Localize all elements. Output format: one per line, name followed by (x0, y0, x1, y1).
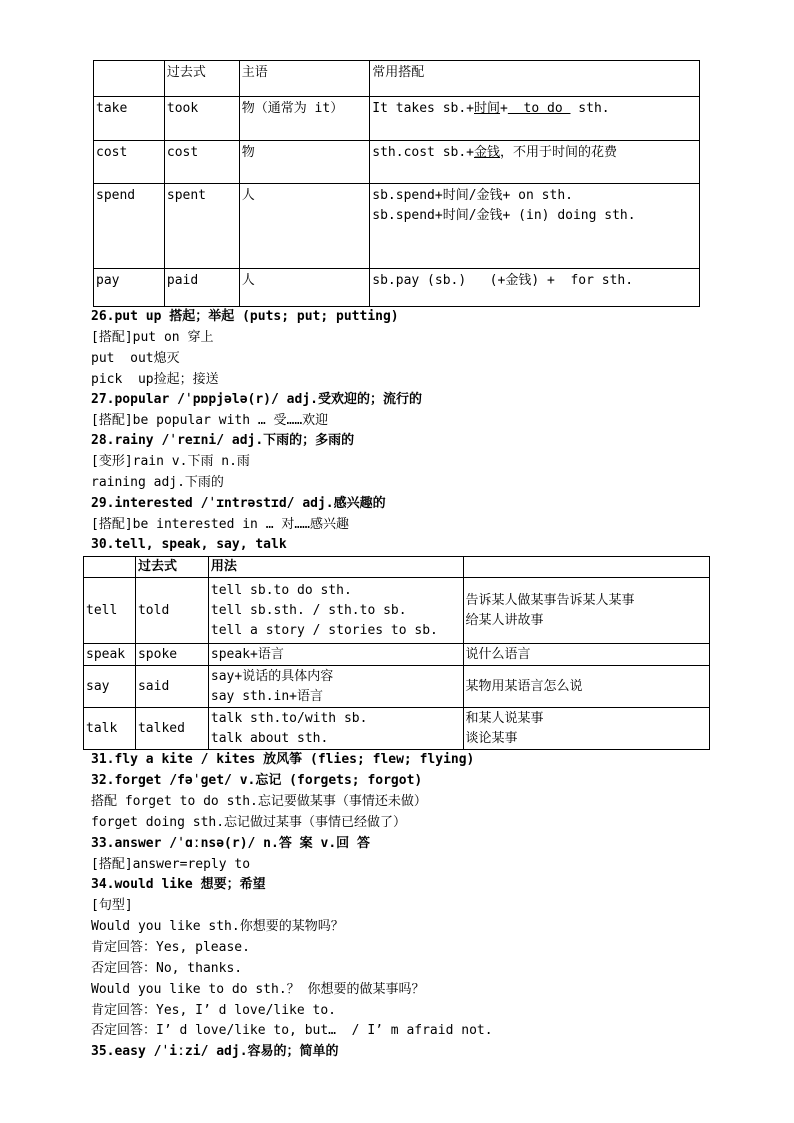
table-row (94, 141, 700, 184)
entry-heading-30: 30.tell, speak, say, talk (91, 537, 287, 552)
usage-table-spend-cost (93, 60, 700, 307)
entry-line: [搭配]be interested in … 对……感兴趣 (91, 517, 350, 532)
header-cell: 过去式 (164, 61, 239, 97)
entry-heading-29: 29.interested /ˈɪntrəstɪd/ adj.感兴趣的 (91, 496, 386, 511)
word-cell: say (84, 666, 136, 708)
entry-heading-33: 33.answer /ˈɑːnsə(r)/ n.答 案 v.回 答 (91, 836, 370, 851)
usage-table-tell-speak (83, 556, 710, 750)
header-cell (84, 557, 136, 578)
entry-line: Would you like to do sth.？ 你想要的做某事吗？ (91, 982, 425, 997)
past-cell: cost (164, 141, 239, 184)
past-cell: paid (164, 269, 239, 307)
entry-heading-28: 28.rainy /ˈreɪni/ adj.下雨的；多雨的 (91, 433, 355, 448)
entry-heading-26: 26.put up 搭起；举起 (puts; put; putting) (91, 309, 399, 324)
entry-heading-27: 27.popular /ˈpɒpjələ(r)/ adj.受欢迎的；流行的 (91, 392, 422, 407)
word-cell: take (94, 97, 165, 141)
usage-cell: talk sth.to/with sb. talk about sth. (208, 708, 463, 750)
usage-cell: sth.cost sb.+金钱，不用于时间的花费 (370, 141, 700, 184)
table-header-row (84, 557, 710, 578)
header-cell (463, 557, 709, 578)
table-row (84, 578, 710, 644)
usage-cell: sb.pay (sb.) (+金钱) + for sth. (370, 269, 700, 307)
entry-line: raining adj.下雨的 (91, 475, 224, 490)
entry-line: [搭配]put on 穿上 (91, 330, 214, 345)
usage-cell: It takes sb.+时间+ to do sth. (370, 97, 700, 141)
usage-cell: tell sb.to do sth. tell sb.sth. / sth.to sb. tell a story / stories to sb. (208, 578, 463, 644)
table-row (84, 644, 710, 666)
word-cell: tell (84, 578, 136, 644)
word-cell: pay (94, 269, 165, 307)
header-cell (94, 61, 165, 97)
entry-line: [变形]rain v.下雨 n.雨 (91, 454, 250, 469)
table-row (94, 269, 700, 307)
past-cell: took (164, 97, 239, 141)
meaning-cell: 某物用某语言怎么说 (463, 666, 709, 708)
entry-line: 搭配 forget to do sth.忘记要做某事（事情还未做） (91, 794, 427, 809)
past-cell: told (135, 578, 208, 644)
table-header-row (94, 61, 700, 97)
entry-heading-32: 32.forget /fəˈget/ v.忘记 (forgets; forgot) (91, 773, 423, 788)
entry-line: put out熄灭 (91, 351, 180, 366)
subject-cell: 物 (239, 141, 370, 184)
usage-cell: sb.spend+时间/金钱+ on sth. sb.spend+时间/金钱+ (in) doing sth. (370, 184, 700, 269)
entry-line: [搭配]be popular with … 受……欢迎 (91, 413, 329, 428)
table-row (84, 708, 710, 750)
past-cell: talked (135, 708, 208, 750)
table-row (84, 666, 710, 708)
table-row (94, 97, 700, 141)
header-cell: 常用搭配 (370, 61, 700, 97)
entry-heading-31: 31.fly a kite / kites 放风筝 (flies; flew; flying) (91, 752, 475, 767)
entry-line: [句型] (91, 898, 133, 913)
meaning-cell: 告诉某人做某事告诉某人某事 给某人讲故事 (463, 578, 709, 644)
subject-cell: 人 (239, 269, 370, 307)
entry-heading-35: 35.easy /ˈiːzi/ adj.容易的；简单的 (91, 1044, 339, 1059)
word-cell: speak (84, 644, 136, 666)
entry-line: 否定回答：I’ d love/like to, but… / I’ m afraid not. (91, 1023, 493, 1038)
header-cell: 过去式 (135, 557, 208, 578)
past-cell: said (135, 666, 208, 708)
word-cell: talk (84, 708, 136, 750)
word-cell: spend (94, 184, 165, 269)
meaning-cell: 说什么语言 (463, 644, 709, 666)
entry-line: 肯定回答：Yes, please. (91, 940, 250, 955)
word-cell: cost (94, 141, 165, 184)
header-cell: 用法 (208, 557, 463, 578)
usage-cell: say+说话的具体内容 say sth.in+语言 (208, 666, 463, 708)
subject-cell: 人 (239, 184, 370, 269)
past-cell: spent (164, 184, 239, 269)
entry-line: 否定回答：No, thanks. (91, 961, 243, 976)
table-row (94, 184, 700, 269)
header-cell: 主语 (239, 61, 370, 97)
entry-line: 肯定回答：Yes, I’ d love/like to. (91, 1003, 337, 1018)
entry-line: [搭配]answer=reply to (91, 857, 251, 872)
meaning-cell: 和某人说某事 谈论某事 (463, 708, 709, 750)
entry-line: forget doing sth.忘记做过某事（事情已经做了） (91, 815, 407, 830)
usage-cell: speak+语言 (208, 644, 463, 666)
entry-line: pick up捡起；接送 (91, 372, 219, 387)
entry-line: Would you like sth.你想要的某物吗？ (91, 919, 344, 934)
subject-cell: 物（通常为 it） (239, 97, 370, 141)
entry-heading-34: 34.would like 想要；希望 (91, 877, 266, 892)
past-cell: spoke (135, 644, 208, 666)
